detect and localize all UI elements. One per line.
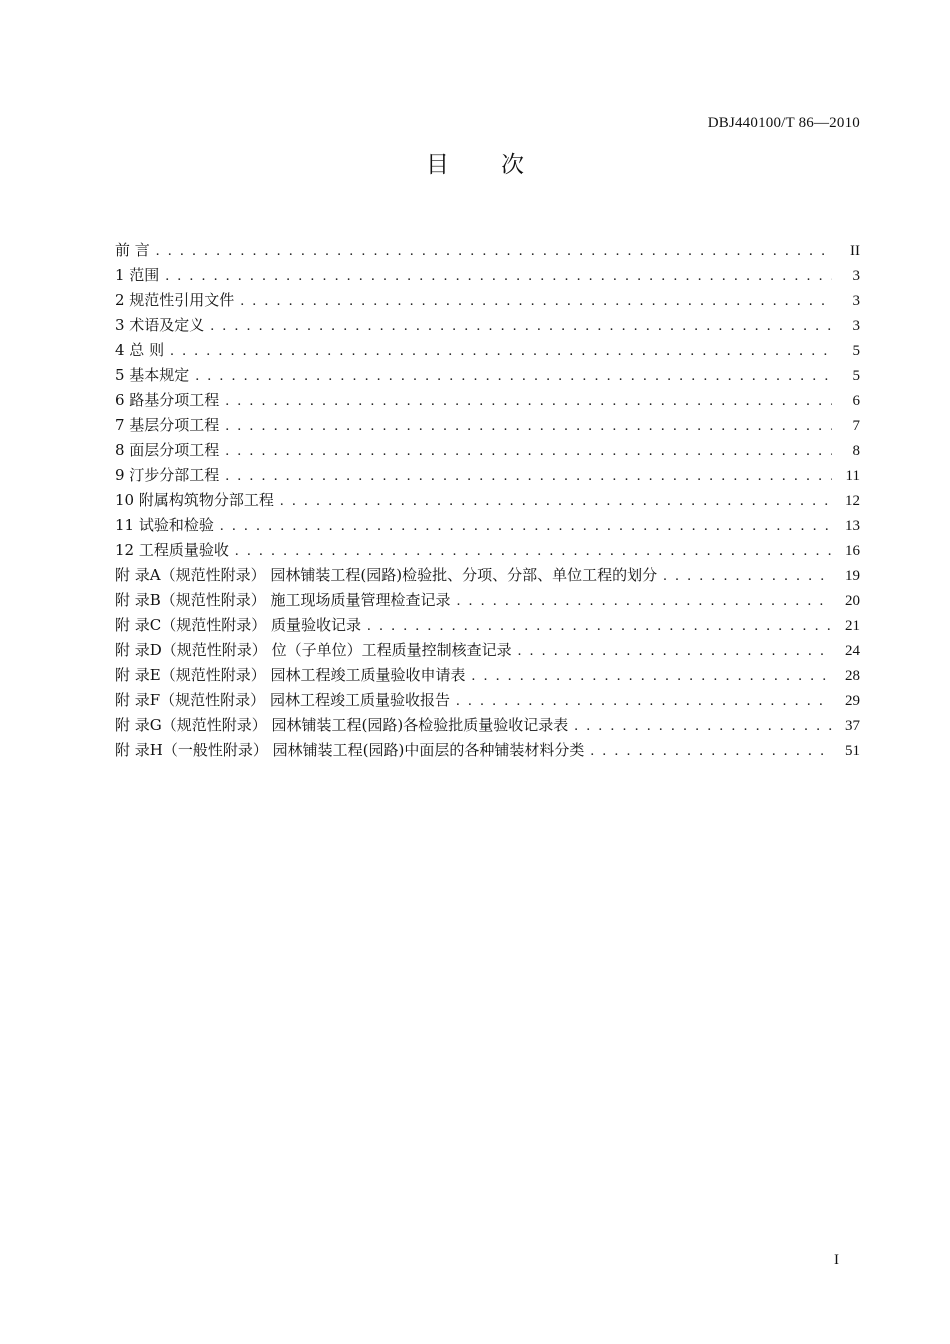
toc-dot-leader xyxy=(518,639,832,664)
toc-dot-leader xyxy=(165,264,832,289)
toc-entry-page: 20 xyxy=(845,593,860,609)
toc-dot-leader xyxy=(210,314,832,339)
toc-entry-page: 19 xyxy=(845,568,860,584)
toc-dot-leader xyxy=(195,364,832,389)
toc-entry-appendix-d[interactable] xyxy=(115,638,860,663)
page-number: I xyxy=(834,1252,839,1268)
toc-entry-foreword[interactable] xyxy=(115,238,860,263)
toc-entry-8[interactable] xyxy=(115,438,860,463)
toc-entry-label: 附 录C（规范性附录） 质量验收记录 xyxy=(115,616,362,634)
toc-entry-page: 6 xyxy=(852,393,860,409)
toc-entry-page: 24 xyxy=(845,643,860,659)
toc-entry-page: 16 xyxy=(845,543,860,559)
toc-entry-9[interactable] xyxy=(115,463,860,488)
toc-entry-page: 3 xyxy=(852,293,860,309)
toc-entry-4[interactable] xyxy=(115,338,860,363)
toc-dot-leader xyxy=(574,714,832,739)
toc-entry-label: 前 言 xyxy=(115,241,150,259)
toc-entry-12[interactable] xyxy=(115,538,860,563)
toc-entry-label: 4 总 则 xyxy=(115,341,165,359)
toc-entry-appendix-c[interactable] xyxy=(115,613,860,638)
toc-entry-3[interactable] xyxy=(115,313,860,338)
toc-dot-leader xyxy=(457,589,832,614)
toc-dot-leader xyxy=(225,464,832,489)
toc-entry-page: 7 xyxy=(852,418,860,434)
toc-dot-leader xyxy=(220,514,832,539)
toc-entry-page: 5 xyxy=(852,343,860,359)
toc-dot-leader xyxy=(280,489,832,514)
toc-entry-page: 3 xyxy=(852,268,860,284)
toc-entry-label: 附 录D（规范性附录） 位（子单位）工程质量控制核查记录 xyxy=(115,641,512,659)
toc-entry-page: 28 xyxy=(845,668,860,684)
toc-entry-label: 附 录H（一般性附录） 园林铺装工程(园路)中面层的各种铺装材料分类 xyxy=(115,741,585,759)
toc-entry-page: 37 xyxy=(845,718,860,734)
toc-dot-leader xyxy=(663,564,832,589)
toc-entry-label: 2 规范性引用文件 xyxy=(115,291,235,309)
toc-entry-7[interactable] xyxy=(115,413,860,438)
toc-entry-page: II xyxy=(850,243,860,259)
table-of-contents xyxy=(115,238,860,763)
toc-entry-page: 8 xyxy=(852,443,860,459)
toc-dot-leader xyxy=(235,539,832,564)
toc-entry-11[interactable] xyxy=(115,513,860,538)
toc-entry-6[interactable] xyxy=(115,388,860,413)
toc-dot-leader xyxy=(225,389,832,414)
toc-entry-page: 12 xyxy=(845,493,860,509)
toc-entry-label: 6 路基分项工程 xyxy=(115,391,220,409)
toc-entry-label: 附 录F（规范性附录） 园林工程竣工质量验收报告 xyxy=(115,691,450,709)
toc-dot-leader xyxy=(590,739,832,764)
toc-entry-label: 1 范围 xyxy=(115,266,160,284)
toc-entry-2[interactable] xyxy=(115,288,860,313)
document-code: DBJ440100/T 86—2010 xyxy=(707,115,860,131)
toc-entry-page: 11 xyxy=(845,468,860,484)
toc-entry-label: 11 试验和检验 xyxy=(115,516,214,534)
toc-dot-leader xyxy=(225,439,832,464)
toc-entry-label: 7 基层分项工程 xyxy=(115,416,220,434)
toc-entry-10[interactable] xyxy=(115,488,860,513)
toc-entry-appendix-g[interactable] xyxy=(115,713,860,738)
toc-entry-appendix-e[interactable] xyxy=(115,663,860,688)
toc-entry-1[interactable] xyxy=(115,263,860,288)
toc-dot-leader xyxy=(156,239,832,264)
toc-entry-appendix-f[interactable] xyxy=(115,688,860,713)
toc-entry-label: 3 术语及定义 xyxy=(115,316,205,334)
toc-entry-page: 21 xyxy=(845,618,860,634)
toc-entry-label: 附 录E（规范性附录） 园林工程竣工质量验收申请表 xyxy=(115,666,466,684)
toc-entry-label: 12 工程质量验收 xyxy=(115,541,229,559)
toc-entry-label: 5 基本规定 xyxy=(115,366,190,384)
toc-entry-appendix-a[interactable] xyxy=(115,563,860,588)
toc-entry-label: 10 附属构筑物分部工程 xyxy=(115,491,274,509)
toc-entry-page: 3 xyxy=(852,318,860,334)
toc-dot-leader xyxy=(367,614,832,639)
toc-dot-leader xyxy=(472,664,833,689)
toc-entry-label: 8 面层分项工程 xyxy=(115,441,220,459)
toc-entry-label: 附 录G（规范性附录） 园林铺装工程(园路)各检验批质量验收记录表 xyxy=(115,716,569,734)
toc-entry-label: 附 录A（规范性附录） 园林铺装工程(园路)检验批、分项、分部、单位工程的划分 xyxy=(115,566,658,584)
toc-entry-page: 29 xyxy=(845,693,860,709)
toc-entry-label: 附 录B（规范性附录） 施工现场质量管理检查记录 xyxy=(115,591,451,609)
toc-entry-page: 13 xyxy=(845,518,860,534)
toc-entry-label: 9 汀步分部工程 xyxy=(115,466,220,484)
toc-dot-leader xyxy=(456,689,832,714)
toc-dot-leader xyxy=(225,414,832,439)
toc-entry-5[interactable] xyxy=(115,363,860,388)
toc-entry-page: 5 xyxy=(852,368,860,384)
toc-dot-leader xyxy=(170,339,832,364)
toc-entry-page: 51 xyxy=(845,743,860,759)
toc-entry-appendix-h[interactable] xyxy=(115,738,860,763)
toc-entry-appendix-b[interactable] xyxy=(115,588,860,613)
page-title: 目次 xyxy=(426,152,576,178)
toc-dot-leader xyxy=(240,289,832,314)
